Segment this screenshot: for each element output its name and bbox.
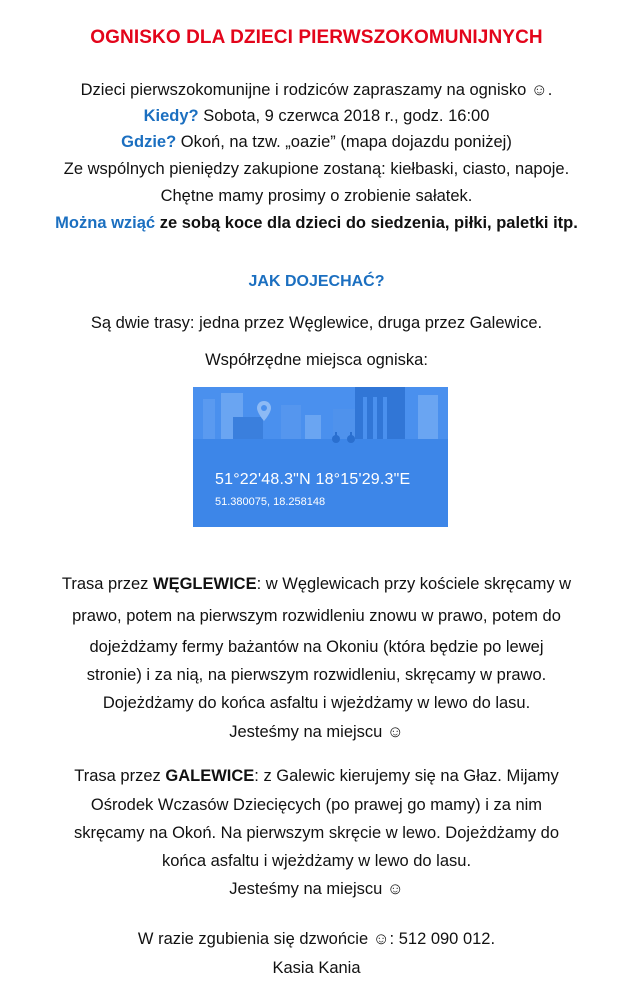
routes-text: Są dwie trasy: jedna przez Węglewice, druga przez Galewice. [90, 314, 543, 332]
route-weglewice-text-1: : w Węglewicach przy kościele skręcamy w [256, 575, 572, 593]
map-illustration [193, 387, 448, 449]
when-label: Kiedy? [143, 107, 199, 125]
page-title: OGNISKO DLA DZIECI PIERWSZOKOMUNIJNYCH [90, 27, 543, 48]
route-weglewice-line-3: dojeżdżamy fermy bażantów na Okoniu (która będzie po lewej [89, 638, 544, 656]
bring-value: ze sobą koce dla dzieci do siedzenia, piłki, paletki itp. [155, 214, 578, 232]
coordinates-dms: 51°22'48.3"N 18°15'29.3"E [215, 471, 411, 488]
shared-money-text: Ze wspólnych pieniędzy zakupione zostaną: kiełbaski, ciasto, napoje. [63, 160, 570, 178]
route-galewice-line-2: Ośrodek Wczasów Dziecięcych (po prawej go mamy) i za nim [90, 796, 543, 814]
route-galewice-prefix: Trasa przez [74, 767, 166, 785]
route-weglewice-line-5: Dojeżdżamy do końca asfaltu i wjeżdżamy w lewo do lasu. [102, 694, 531, 712]
route-weglewice-line-1 [0, 574, 633, 594]
salads-text: Chętne mamy prosimy o zrobienie sałatek. [160, 187, 473, 205]
route-weglewice-prefix: Trasa przez [61, 575, 153, 593]
directions-heading: JAK DOJECHAĆ? [248, 273, 385, 290]
map-coordinates-card [193, 387, 448, 527]
where-label: Gdzie? [121, 133, 177, 151]
when-line [0, 106, 633, 126]
route-galewice-text-1: : z Galewic kierujemy się na Głaz. Mijamy [254, 767, 559, 785]
map-pin-icon [257, 401, 271, 421]
coords-label: Współrzędne miejsca ogniska: [205, 351, 428, 369]
route-weglewice-name: WĘGLEWICE [153, 575, 257, 593]
route-weglewice-line-6: Jesteśmy na miejscu ☺ [229, 723, 404, 741]
where-line [0, 132, 633, 152]
when-value: Sobota, 9 czerwca 2018 r., godz. 16:00 [198, 107, 490, 125]
route-galewice-line-4: końca asfaltu i wjeżdżamy w lewo do lasu. [161, 852, 472, 870]
route-weglewice-line-2: prawo, potem na pierwszym rozwidleniu znowu w prawo, potem do [72, 607, 561, 625]
route-galewice-name: GALEWICE [165, 767, 255, 785]
route-weglewice-line-4: stronie) i za nią, na pierwszym rozwidleniu, skręcamy w prawo. [86, 666, 547, 684]
bring-line [0, 213, 633, 233]
route-galewice-line-1 [0, 766, 633, 786]
route-galewice-line-3: skręcamy na Okoń. Na pierwszym skręcie w lewo. Dojeżdżamy do [73, 824, 560, 842]
where-value: Okoń, na tzw. „oazie” (mapa dojazdu poniżej) [176, 133, 512, 151]
signature: Kasia Kania [272, 959, 361, 977]
contact-phone: W razie zgubienia się dzwońcie ☺: 512 090 012. [137, 930, 496, 948]
route-galewice-line-5: Jesteśmy na miejscu ☺ [229, 880, 404, 898]
coordinates-decimal: 51.380075, 18.258148 [215, 496, 326, 508]
invite-text: Dzieci pierwszokomunijne i rodziców zapraszamy na ognisko ☺. [80, 81, 553, 99]
bring-label: Można wziąć [55, 214, 156, 232]
